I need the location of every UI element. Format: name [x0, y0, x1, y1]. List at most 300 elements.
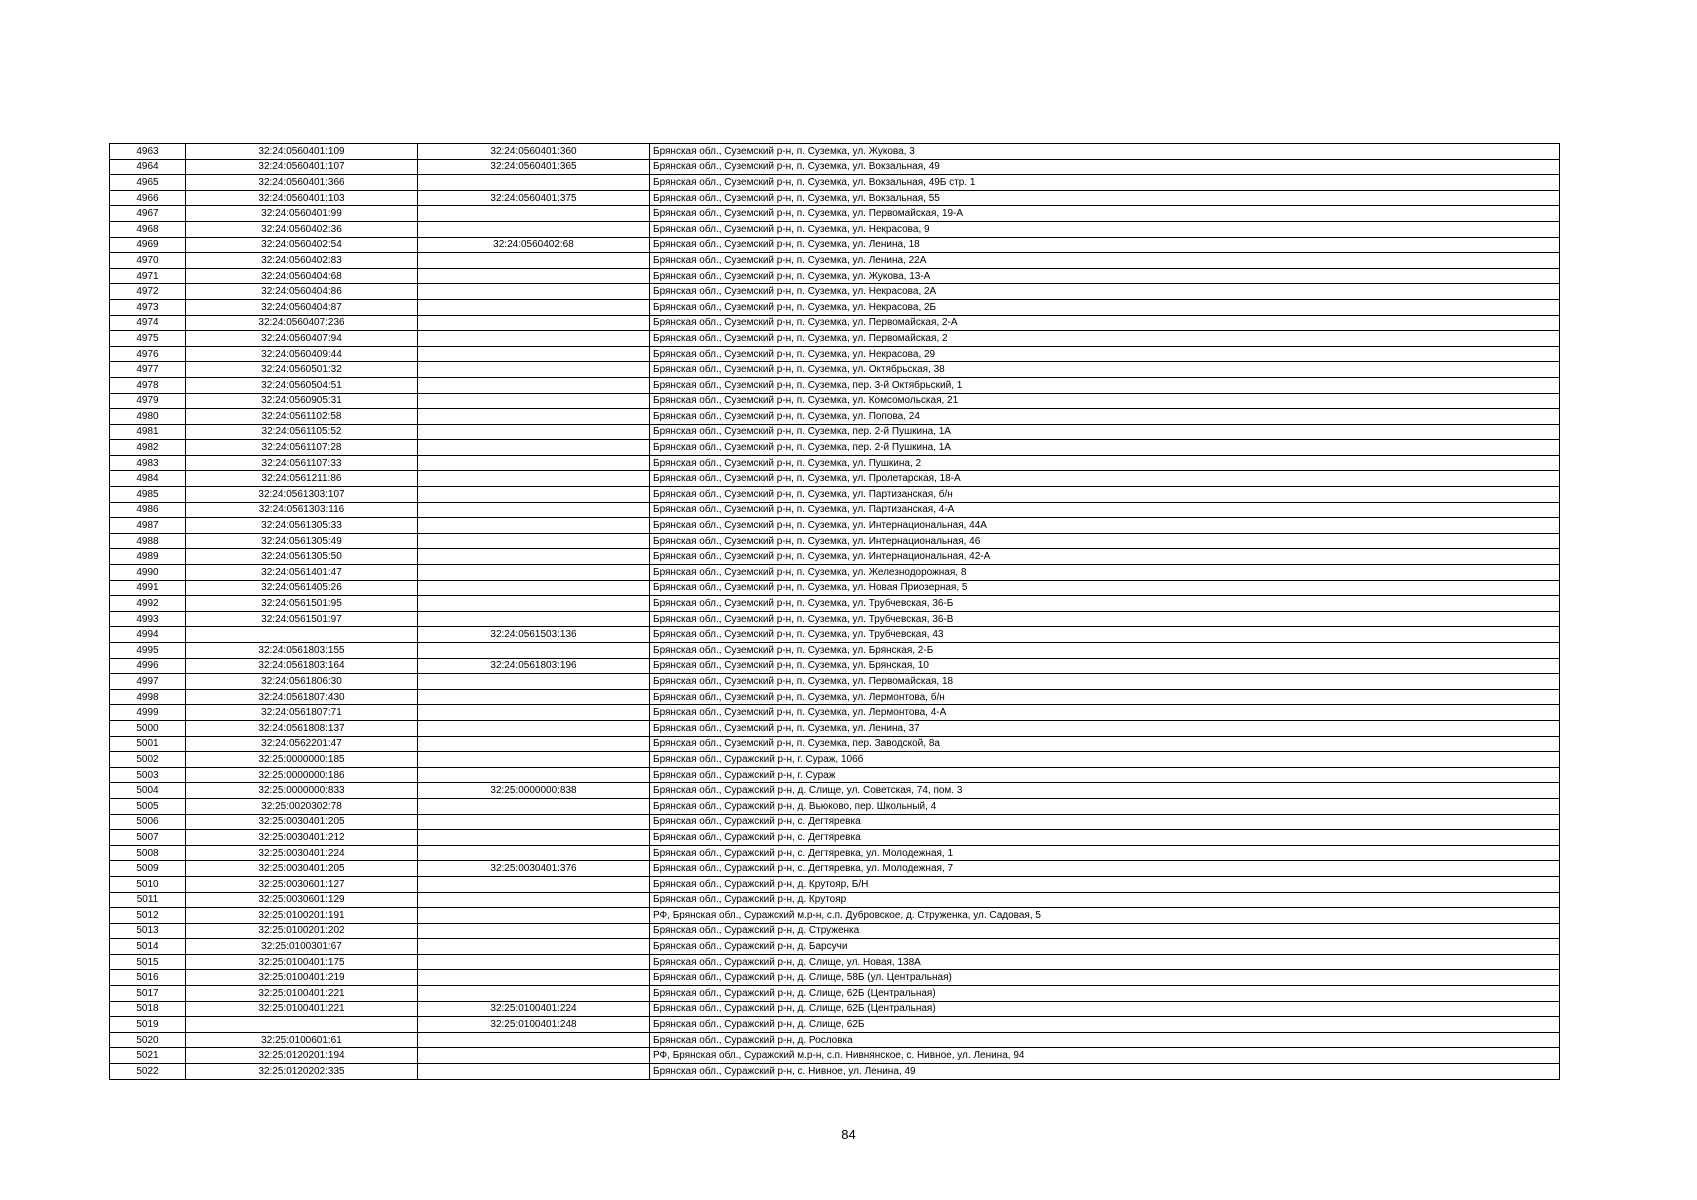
cadastral-number-cell: 32:24:0561803:164: [186, 658, 418, 674]
cadastral-number-cell: 32:25:0030601:127: [186, 876, 418, 892]
address-cell: Брянская обл., Суземский р-н, п. Суземка, ул. Трубчевская, 36-В: [650, 611, 1560, 627]
table-row: [110, 923, 1560, 939]
row-number-cell: 4974: [110, 315, 186, 331]
registry-table-body: [110, 144, 1560, 1080]
cadastral-number-cell: 32:24:0560905:31: [186, 393, 418, 409]
related-cadastral-number-cell: [418, 908, 650, 924]
row-number-cell: 5007: [110, 830, 186, 846]
related-cadastral-number-cell: [418, 253, 650, 269]
row-number-cell: 4981: [110, 424, 186, 440]
cadastral-number-cell: 32:24:0560407:236: [186, 315, 418, 331]
row-number-cell: 5022: [110, 1064, 186, 1080]
related-cadastral-number-cell: [418, 689, 650, 705]
related-cadastral-number-cell: 32:25:0030401:376: [418, 861, 650, 877]
related-cadastral-number-cell: [418, 767, 650, 783]
row-number-cell: 4965: [110, 175, 186, 191]
cadastral-number-cell: 32:24:0560401:103: [186, 190, 418, 206]
row-number-cell: 4993: [110, 611, 186, 627]
address-cell: Брянская обл., Суземский р-н, п. Суземка, ул. Брянская, 10: [650, 658, 1560, 674]
related-cadastral-number-cell: [418, 705, 650, 721]
address-cell: Брянская обл., Суражский р-н, д. Рословка: [650, 1032, 1560, 1048]
cadastral-number-cell: 32:24:0561807:71: [186, 705, 418, 721]
related-cadastral-number-cell: [418, 299, 650, 315]
cadastral-number-cell: 32:24:0561107:33: [186, 455, 418, 471]
related-cadastral-number-cell: 32:24:0561803:196: [418, 658, 650, 674]
cadastral-number-cell: 32:25:0020302:78: [186, 798, 418, 814]
cadastral-number-cell: 32:24:0560504:51: [186, 377, 418, 393]
row-number-cell: 5010: [110, 876, 186, 892]
table-row: [110, 533, 1560, 549]
address-cell: Брянская обл., Суражский р-н, д. Слище, 58Б (ул. Центральная): [650, 970, 1560, 986]
row-number-cell: 4997: [110, 674, 186, 690]
table-row: [110, 409, 1560, 425]
table-row: [110, 798, 1560, 814]
address-cell: Брянская обл., Суражский р-н, д. Крутояр, Б/Н: [650, 876, 1560, 892]
address-cell: Брянская обл., Суземский р-н, п. Суземка, ул. Ленина, 37: [650, 720, 1560, 736]
address-cell: Брянская обл., Суражский р-н, с. Дегтяревка, ул. Молодежная, 7: [650, 861, 1560, 877]
table-row: [110, 299, 1560, 315]
row-number-cell: 4963: [110, 144, 186, 160]
table-row: [110, 611, 1560, 627]
related-cadastral-number-cell: [418, 830, 650, 846]
table-row: [110, 892, 1560, 908]
table-row: [110, 1032, 1560, 1048]
cadastral-number-cell: 32:24:0561807:430: [186, 689, 418, 705]
row-number-cell: 4995: [110, 643, 186, 659]
related-cadastral-number-cell: 32:25:0100401:224: [418, 1001, 650, 1017]
related-cadastral-number-cell: [418, 175, 650, 191]
related-cadastral-number-cell: [418, 221, 650, 237]
table-row: [110, 908, 1560, 924]
related-cadastral-number-cell: 32:25:0100401:248: [418, 1017, 650, 1033]
registry-table: [109, 143, 1560, 1080]
cadastral-number-cell: 32:24:0560404:86: [186, 284, 418, 300]
cadastral-number-cell: 32:24:0560409:44: [186, 346, 418, 362]
cadastral-number-cell: 32:24:0561401:47: [186, 565, 418, 581]
row-number-cell: 4989: [110, 549, 186, 565]
row-number-cell: 4987: [110, 518, 186, 534]
related-cadastral-number-cell: [418, 518, 650, 534]
row-number-cell: 4967: [110, 206, 186, 222]
row-number-cell: 4998: [110, 689, 186, 705]
row-number-cell: 4968: [110, 221, 186, 237]
cadastral-number-cell: 32:25:0120201:194: [186, 1048, 418, 1064]
related-cadastral-number-cell: [418, 720, 650, 736]
related-cadastral-number-cell: [418, 1048, 650, 1064]
row-number-cell: 4999: [110, 705, 186, 721]
table-row: [110, 627, 1560, 643]
related-cadastral-number-cell: [418, 892, 650, 908]
related-cadastral-number-cell: [418, 970, 650, 986]
cadastral-number-cell: 32:25:0030401:224: [186, 845, 418, 861]
table-row: [110, 565, 1560, 581]
table-row: [110, 1017, 1560, 1033]
row-number-cell: 4985: [110, 487, 186, 503]
address-cell: Брянская обл., Суземский р-н, п. Суземка, ул. Брянская, 2-Б: [650, 643, 1560, 659]
cadastral-number-cell: 32:24:0560402:36: [186, 221, 418, 237]
cadastral-number-cell: 32:24:0561102:58: [186, 409, 418, 425]
related-cadastral-number-cell: [418, 752, 650, 768]
table-row: [110, 175, 1560, 191]
table-row: [110, 502, 1560, 518]
table-row: [110, 1064, 1560, 1080]
table-row: [110, 970, 1560, 986]
cadastral-number-cell: 32:24:0560404:68: [186, 268, 418, 284]
row-number-cell: 4988: [110, 533, 186, 549]
address-cell: Брянская обл., Суземский р-н, п. Суземка, ул. Трубчевская, 36-Б: [650, 596, 1560, 612]
cadastral-number-cell: 32:25:0100301:67: [186, 939, 418, 955]
address-cell: Брянская обл., Суземский р-н, п. Суземка, ул. Некрасова, 2А: [650, 284, 1560, 300]
row-number-cell: 4980: [110, 409, 186, 425]
table-row: [110, 424, 1560, 440]
address-cell: Брянская обл., Суземский р-н, п. Суземка, ул. Интернациональная, 42-А: [650, 549, 1560, 565]
address-cell: Брянская обл., Суземский р-н, п. Суземка, ул. Железнодорожная, 8: [650, 565, 1560, 581]
address-cell: Брянская обл., Суземский р-н, п. Суземка, ул. Вокзальная, 49: [650, 159, 1560, 175]
address-cell: Брянская обл., Суземский р-н, п. Суземка, ул. Ленина, 22А: [650, 253, 1560, 269]
cadastral-number-cell: 32:24:0560402:54: [186, 237, 418, 253]
related-cadastral-number-cell: [418, 206, 650, 222]
address-cell: Брянская обл., Суземский р-н, п. Суземка, пер. 2-й Пушкина, 1А: [650, 424, 1560, 440]
address-cell: Брянская обл., Суземский р-н, п. Суземка, ул. Попова, 24: [650, 409, 1560, 425]
row-number-cell: 5005: [110, 798, 186, 814]
cadastral-number-cell: 32:24:0560501:32: [186, 362, 418, 378]
related-cadastral-number-cell: [418, 1032, 650, 1048]
cadastral-number-cell: 32:24:0561105:52: [186, 424, 418, 440]
related-cadastral-number-cell: [418, 377, 650, 393]
table-row: [110, 268, 1560, 284]
cadastral-number-cell: 32:24:0560401:366: [186, 175, 418, 191]
address-cell: Брянская обл., Суражский р-н, с. Дегтяревка: [650, 830, 1560, 846]
table-row: [110, 783, 1560, 799]
cadastral-number-cell: 32:25:0030401:205: [186, 814, 418, 830]
cadastral-number-cell: 32:24:0561107:28: [186, 440, 418, 456]
row-number-cell: 5006: [110, 814, 186, 830]
cadastral-number-cell: 32:24:0561303:107: [186, 487, 418, 503]
related-cadastral-number-cell: [418, 533, 650, 549]
table-row: [110, 720, 1560, 736]
address-cell: Брянская обл., Суземский р-н, п. Суземка, ул. Интернациональная, 46: [650, 533, 1560, 549]
cadastral-number-cell: 32:24:0561305:49: [186, 533, 418, 549]
table-row: [110, 736, 1560, 752]
row-number-cell: 5000: [110, 720, 186, 736]
cadastral-number-cell: 32:25:0120202:335: [186, 1064, 418, 1080]
related-cadastral-number-cell: [418, 580, 650, 596]
table-row: [110, 596, 1560, 612]
related-cadastral-number-cell: [418, 674, 650, 690]
table-row: [110, 221, 1560, 237]
row-number-cell: 5009: [110, 861, 186, 877]
table-row: [110, 190, 1560, 206]
related-cadastral-number-cell: [418, 346, 650, 362]
address-cell: Брянская обл., Суземский р-н, п. Суземка, ул. Некрасова, 9: [650, 221, 1560, 237]
table-row: [110, 362, 1560, 378]
table-row: [110, 315, 1560, 331]
cadastral-number-cell: 32:25:0030401:212: [186, 830, 418, 846]
address-cell: Брянская обл., Суземский р-н, п. Суземка, ул. Партизанская, б/н: [650, 487, 1560, 503]
cadastral-number-cell: 32:24:0560407:94: [186, 331, 418, 347]
address-cell: Брянская обл., Суражский р-н, д. Слище, 62Б (Центральная): [650, 1001, 1560, 1017]
cadastral-number-cell: 32:25:0100201:191: [186, 908, 418, 924]
table-row: [110, 845, 1560, 861]
cadastral-number-cell: 32:24:0561303:116: [186, 502, 418, 518]
address-cell: Брянская обл., Суземский р-н, п. Суземка, ул. Трубчевская, 43: [650, 627, 1560, 643]
table-row: [110, 1001, 1560, 1017]
related-cadastral-number-cell: [418, 487, 650, 503]
related-cadastral-number-cell: [418, 409, 650, 425]
row-number-cell: 5019: [110, 1017, 186, 1033]
table-row: [110, 393, 1560, 409]
cadastral-number-cell: 32:25:0000000:186: [186, 767, 418, 783]
row-number-cell: 5018: [110, 1001, 186, 1017]
address-cell: Брянская обл., Суземский р-н, п. Суземка, ул. Вокзальная, 55: [650, 190, 1560, 206]
table-row: [110, 549, 1560, 565]
row-number-cell: 4991: [110, 580, 186, 596]
row-number-cell: 4977: [110, 362, 186, 378]
address-cell: Брянская обл., Суземский р-н, п. Суземка, ул. Интернациональная, 44А: [650, 518, 1560, 534]
row-number-cell: 5011: [110, 892, 186, 908]
row-number-cell: 4986: [110, 502, 186, 518]
cadastral-number-cell: 32:24:0561803:155: [186, 643, 418, 659]
related-cadastral-number-cell: [418, 643, 650, 659]
related-cadastral-number-cell: [418, 596, 650, 612]
row-number-cell: 4973: [110, 299, 186, 315]
address-cell: Брянская обл., Суземский р-н, п. Суземка, ул. Первомайская, 19-А: [650, 206, 1560, 222]
cadastral-number-cell: 32:25:0000000:833: [186, 783, 418, 799]
related-cadastral-number-cell: 32:24:0561503:136: [418, 627, 650, 643]
cadastral-number-cell: 32:25:0100401:219: [186, 970, 418, 986]
related-cadastral-number-cell: [418, 331, 650, 347]
related-cadastral-number-cell: [418, 502, 650, 518]
cadastral-number-cell: [186, 627, 418, 643]
table-row: [110, 643, 1560, 659]
address-cell: Брянская обл., Суземский р-н, п. Суземка, ул. Партизанская, 4-А: [650, 502, 1560, 518]
table-row: [110, 440, 1560, 456]
row-number-cell: 4979: [110, 393, 186, 409]
address-cell: Брянская обл., Суражский р-н, д. Струженка: [650, 923, 1560, 939]
table-row: [110, 144, 1560, 160]
table-row: [110, 455, 1560, 471]
related-cadastral-number-cell: [418, 471, 650, 487]
row-number-cell: 4978: [110, 377, 186, 393]
row-number-cell: 5002: [110, 752, 186, 768]
address-cell: Брянская обл., Суражский р-н, с. Нивное, ул. Ленина, 49: [650, 1064, 1560, 1080]
cadastral-number-cell: 32:25:0100601:61: [186, 1032, 418, 1048]
related-cadastral-number-cell: [418, 814, 650, 830]
row-number-cell: 4976: [110, 346, 186, 362]
related-cadastral-number-cell: 32:25:0000000:838: [418, 783, 650, 799]
table-row: [110, 954, 1560, 970]
address-cell: Брянская обл., Суражский р-н, г. Сураж, 106б: [650, 752, 1560, 768]
related-cadastral-number-cell: 32:24:0560401:375: [418, 190, 650, 206]
cadastral-number-cell: 32:24:0562201:47: [186, 736, 418, 752]
cadastral-number-cell: 32:24:0561211:86: [186, 471, 418, 487]
page-number: 84: [841, 1127, 856, 1142]
table-row: [110, 377, 1560, 393]
address-cell: Брянская обл., Суземский р-н, п. Суземка, ул. Лермонтова, 4-А: [650, 705, 1560, 721]
cadastral-number-cell: 32:24:0561808:137: [186, 720, 418, 736]
table-row: [110, 518, 1560, 534]
address-cell: Брянская обл., Суземский р-н, п. Суземка, ул. Пушкина, 2: [650, 455, 1560, 471]
row-number-cell: 5016: [110, 970, 186, 986]
related-cadastral-number-cell: [418, 1064, 650, 1080]
related-cadastral-number-cell: [418, 923, 650, 939]
table-row: [110, 1048, 1560, 1064]
address-cell: Брянская обл., Суземский р-н, п. Суземка, ул. Жукова, 13-А: [650, 268, 1560, 284]
address-cell: Брянская обл., Суземский р-н, п. Суземка, ул. Первомайская, 2: [650, 331, 1560, 347]
row-number-cell: 5017: [110, 986, 186, 1002]
cadastral-number-cell: 32:24:0561501:97: [186, 611, 418, 627]
row-number-cell: 5015: [110, 954, 186, 970]
related-cadastral-number-cell: [418, 565, 650, 581]
address-cell: Брянская обл., Суражский р-н, д. Крутояр: [650, 892, 1560, 908]
address-cell: Брянская обл., Суражский р-н, с. Дегтяревка: [650, 814, 1560, 830]
table-row: [110, 830, 1560, 846]
related-cadastral-number-cell: [418, 284, 650, 300]
address-cell: Брянская обл., Суземский р-н, п. Суземка, ул. Ленина, 18: [650, 237, 1560, 253]
table-row: [110, 206, 1560, 222]
address-cell: Брянская обл., Суземский р-н, п. Суземка, пер. 2-й Пушкина, 1А: [650, 440, 1560, 456]
address-cell: Брянская обл., Суземский р-н, п. Суземка, ул. Некрасова, 29: [650, 346, 1560, 362]
table-row: [110, 658, 1560, 674]
address-cell: Брянская обл., Суземский р-н, п. Суземка, ул. Жукова, 3: [650, 144, 1560, 160]
address-cell: Брянская обл., Суземский р-н, п. Суземка, ул. Первомайская, 18: [650, 674, 1560, 690]
related-cadastral-number-cell: [418, 424, 650, 440]
row-number-cell: 5001: [110, 736, 186, 752]
cadastral-number-cell: 32:24:0561806:30: [186, 674, 418, 690]
related-cadastral-number-cell: 32:24:0560401:365: [418, 159, 650, 175]
cadastral-number-cell: 32:25:0030601:129: [186, 892, 418, 908]
address-cell: Брянская обл., Суражский р-н, д. Слище, ул. Советская, 74, пом. 3: [650, 783, 1560, 799]
table-row: [110, 346, 1560, 362]
table-row: [110, 705, 1560, 721]
cadastral-number-cell: 32:25:0030401:205: [186, 861, 418, 877]
address-cell: Брянская обл., Суражский р-н, д. Слище, 62Б (Центральная): [650, 986, 1560, 1002]
cadastral-number-cell: 32:24:0561305:50: [186, 549, 418, 565]
cadastral-number-cell: 32:24:0560402:83: [186, 253, 418, 269]
cadastral-number-cell: 32:24:0560404:87: [186, 299, 418, 315]
table-row: [110, 689, 1560, 705]
address-cell: Брянская обл., Суземский р-н, п. Суземка, ул. Лермонтова, б/н: [650, 689, 1560, 705]
row-number-cell: 4994: [110, 627, 186, 643]
related-cadastral-number-cell: [418, 440, 650, 456]
row-number-cell: 5013: [110, 923, 186, 939]
related-cadastral-number-cell: [418, 611, 650, 627]
row-number-cell: 4990: [110, 565, 186, 581]
cadastral-number-cell: 32:24:0561501:95: [186, 596, 418, 612]
cadastral-number-cell: 32:25:0100401:221: [186, 986, 418, 1002]
address-cell: Брянская обл., Суземский р-н, п. Суземка, пер. Заводской, 8а: [650, 736, 1560, 752]
table-row: [110, 674, 1560, 690]
address-cell: Брянская обл., Суражский р-н, д. Слище, ул. Новая, 138А: [650, 954, 1560, 970]
row-number-cell: 4972: [110, 284, 186, 300]
row-number-cell: 4983: [110, 455, 186, 471]
related-cadastral-number-cell: [418, 393, 650, 409]
table-row: [110, 331, 1560, 347]
row-number-cell: 5021: [110, 1048, 186, 1064]
row-number-cell: 5020: [110, 1032, 186, 1048]
row-number-cell: 4992: [110, 596, 186, 612]
table-row: [110, 471, 1560, 487]
related-cadastral-number-cell: [418, 549, 650, 565]
table-row: [110, 237, 1560, 253]
cadastral-number-cell: 32:25:0000000:185: [186, 752, 418, 768]
table-row: [110, 939, 1560, 955]
table-row: [110, 487, 1560, 503]
related-cadastral-number-cell: [418, 268, 650, 284]
table-row: [110, 253, 1560, 269]
cadastral-number-cell: 32:24:0561405:26: [186, 580, 418, 596]
address-cell: РФ, Брянская обл., Суражский м.р-н, с.п. Нивнянское, с. Нивное, ул. Ленина, 94: [650, 1048, 1560, 1064]
related-cadastral-number-cell: [418, 939, 650, 955]
address-cell: Брянская обл., Суземский р-н, п. Суземка, ул. Пролетарская, 18-А: [650, 471, 1560, 487]
table-row: [110, 767, 1560, 783]
related-cadastral-number-cell: 32:24:0560401:360: [418, 144, 650, 160]
address-cell: Брянская обл., Суземский р-н, п. Суземка, ул. Октябрьская, 38: [650, 362, 1560, 378]
cadastral-number-cell: 32:25:0100401:175: [186, 954, 418, 970]
address-cell: Брянская обл., Суземский р-н, п. Суземка, ул. Комсомольская, 21: [650, 393, 1560, 409]
cadastral-number-cell: [186, 1017, 418, 1033]
cadastral-number-cell: 32:25:0100201:202: [186, 923, 418, 939]
address-cell: Брянская обл., Суземский р-н, п. Суземка, ул. Некрасова, 2Б: [650, 299, 1560, 315]
cadastral-number-cell: 32:24:0561305:33: [186, 518, 418, 534]
address-cell: Брянская обл., Суражский р-н, г. Сураж: [650, 767, 1560, 783]
table-row: [110, 284, 1560, 300]
related-cadastral-number-cell: [418, 986, 650, 1002]
related-cadastral-number-cell: [418, 362, 650, 378]
row-number-cell: 5012: [110, 908, 186, 924]
table-row: [110, 580, 1560, 596]
address-cell: Брянская обл., Суражский р-н, д. Вьюково, пер. Школьный, 4: [650, 798, 1560, 814]
row-number-cell: 4970: [110, 253, 186, 269]
related-cadastral-number-cell: [418, 315, 650, 331]
table-row: [110, 814, 1560, 830]
table-row: [110, 159, 1560, 175]
related-cadastral-number-cell: [418, 798, 650, 814]
related-cadastral-number-cell: 32:24:0560402:68: [418, 237, 650, 253]
row-number-cell: 4984: [110, 471, 186, 487]
row-number-cell: 4971: [110, 268, 186, 284]
row-number-cell: 4975: [110, 331, 186, 347]
address-cell: Брянская обл., Суземский р-н, п. Суземка, пер. 3-й Октябрьский, 1: [650, 377, 1560, 393]
address-cell: Брянская обл., Суражский р-н, д. Барсучи: [650, 939, 1560, 955]
row-number-cell: 5004: [110, 783, 186, 799]
address-cell: Брянская обл., Суземский р-н, п. Суземка, ул. Новая Приозерная, 5: [650, 580, 1560, 596]
related-cadastral-number-cell: [418, 845, 650, 861]
related-cadastral-number-cell: [418, 954, 650, 970]
address-cell: РФ, Брянская обл., Суражский м.р-н, с.п. Дубровское, д. Струженка, ул. Садовая, 5: [650, 908, 1560, 924]
related-cadastral-number-cell: [418, 876, 650, 892]
address-cell: Брянская обл., Суражский р-н, с. Дегтяревка, ул. Молодежная, 1: [650, 845, 1560, 861]
table-row: [110, 861, 1560, 877]
row-number-cell: 4982: [110, 440, 186, 456]
related-cadastral-number-cell: [418, 736, 650, 752]
related-cadastral-number-cell: [418, 455, 650, 471]
row-number-cell: 5003: [110, 767, 186, 783]
row-number-cell: 4969: [110, 237, 186, 253]
row-number-cell: 5014: [110, 939, 186, 955]
cadastral-number-cell: 32:24:0560401:107: [186, 159, 418, 175]
table-row: [110, 986, 1560, 1002]
cadastral-number-cell: 32:24:0560401:109: [186, 144, 418, 160]
row-number-cell: 4996: [110, 658, 186, 674]
row-number-cell: 5008: [110, 845, 186, 861]
row-number-cell: 4964: [110, 159, 186, 175]
address-cell: Брянская обл., Суземский р-н, п. Суземка, ул. Вокзальная, 49Б стр. 1: [650, 175, 1560, 191]
table-row: [110, 876, 1560, 892]
cadastral-number-cell: 32:24:0560401:99: [186, 206, 418, 222]
table-row: [110, 752, 1560, 768]
address-cell: Брянская обл., Суземский р-н, п. Суземка, ул. Первомайская, 2-А: [650, 315, 1560, 331]
